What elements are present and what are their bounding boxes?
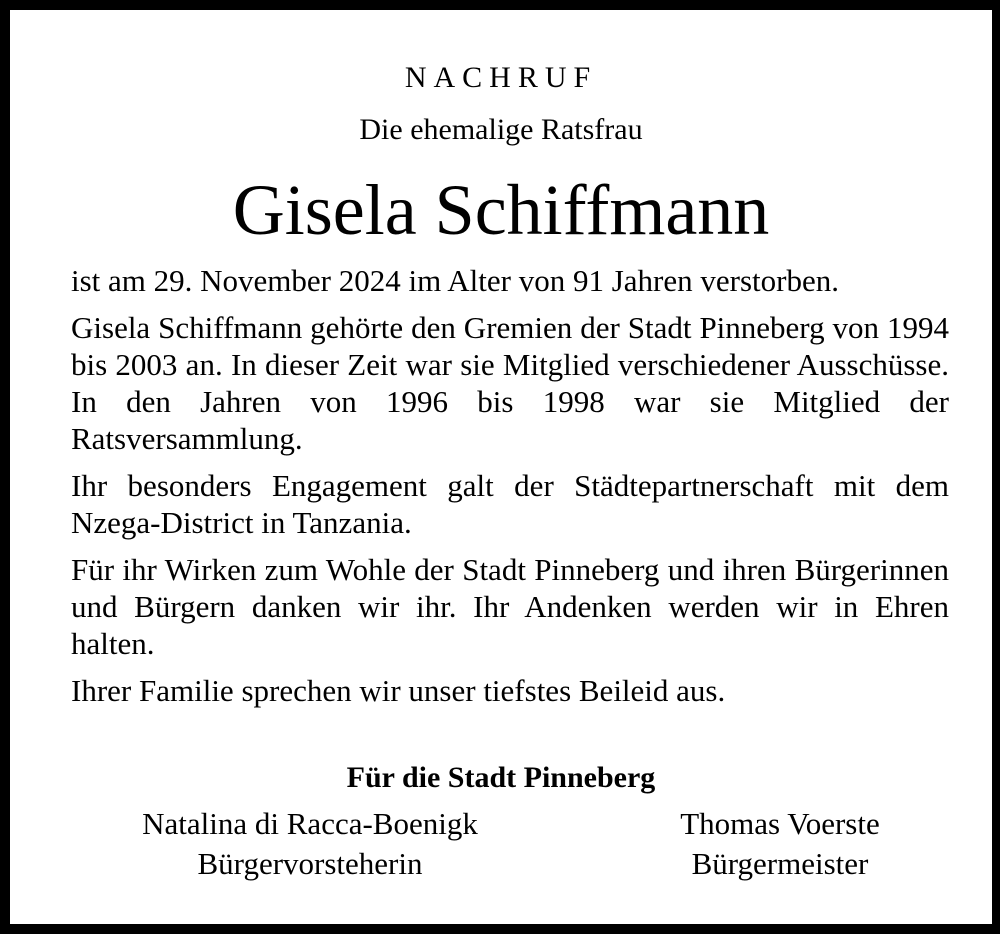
signer-role: Bürgervorsteherin [197,846,423,881]
heading: NACHRUF [404,61,598,94]
signoff-title: Für die Stadt Pinneberg [346,761,656,794]
deceased-name: Gisela Schiffmann [232,170,770,250]
paragraph-partnership: Ihr besonders Engagement galt der Städtepartnerschaft mit dem Nzega-District in Tanzania. [71,468,949,540]
subheading: Die ehemalige Ratsfrau [359,113,643,146]
paragraph-death-date: ist am 29. November 2024 im Alter von 91 Jahren verstorben. [71,263,839,298]
paragraph-condolence: Ihrer Familie sprechen wir unser tiefstes Beileid aus. [71,673,726,708]
signer-name: Thomas Voerste [680,806,880,841]
paragraph-council-service: Gisela Schiffmann gehörte den Gremien der Stadt Pinneberg von 1994 bis 2003 an. In dieser Zeit war sie Mitglied verschiedener Ausschüsse. In den Jahren von 1996 bis 1998 war sie Mitglied der Ratsversammlung. [71,310,949,456]
paragraph-thanks: Für ihr Wirken zum Wohle der Stadt Pinneberg und ihren Bürgerinnen und Bürgern danken wir ihr. Ihr Andenken werden wir in Ehren halten. [71,552,949,661]
signer-name: Natalina di Racca-Boenigk [142,806,478,841]
signer-mayor-council [90,804,530,884]
obituary-body [71,262,949,719]
signer-role: Bürgermeister [691,846,869,881]
signer-mayor [610,804,950,884]
